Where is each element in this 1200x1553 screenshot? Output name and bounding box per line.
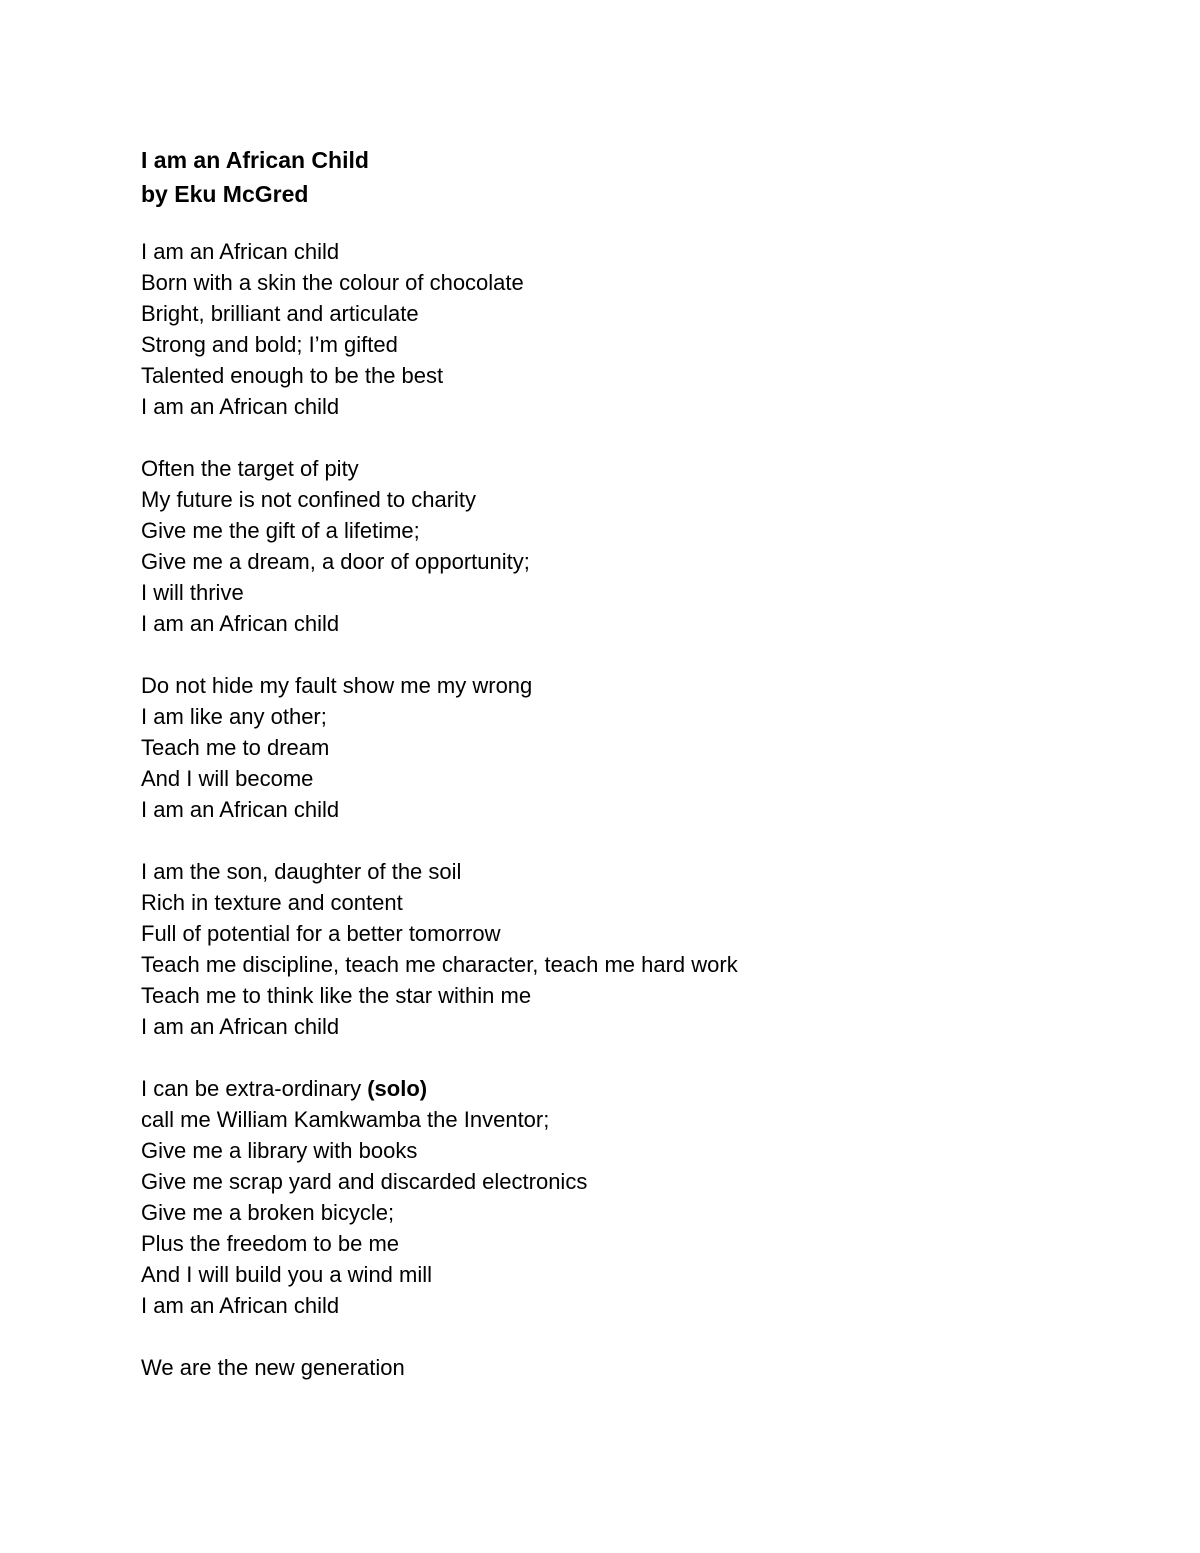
poem-line: Rich in texture and content	[141, 890, 403, 915]
poem-line: Talented enough to be the best	[141, 363, 444, 388]
poem-line: I am an African child	[141, 239, 340, 264]
poem-line: I am an African child	[141, 797, 340, 822]
poem-line: I am an African child	[141, 394, 340, 419]
poem-line: Give me scrap yard and discarded electronics	[141, 1169, 588, 1194]
poem-line: Often the target of pity	[141, 456, 359, 481]
poem-byline: by Eku McGred	[141, 181, 309, 207]
poem-line-text: I can be extra-ordinary	[141, 1076, 368, 1101]
poem-line: Teach me discipline, teach me character, teach me hard work	[141, 952, 738, 977]
stanza-gap	[141, 639, 1041, 670]
stanza-gap	[141, 422, 1041, 453]
poem-line: I am the son, daughter of the soil	[141, 859, 462, 884]
poem-line: Give me a library with books	[141, 1138, 418, 1163]
poem-line: I am an African child	[141, 1014, 340, 1039]
poem-line: Bright, brilliant and articulate	[141, 301, 419, 326]
poem-line: I will thrive	[141, 580, 244, 605]
poem-title: I am an African Child	[141, 147, 369, 173]
poem-line: Give me a broken bicycle;	[141, 1200, 395, 1225]
poem-line: My future is not confined to charity	[141, 487, 477, 512]
poem-line: We are the new generation	[141, 1355, 405, 1380]
poem-line: call me William Kamkwamba the Inventor;	[141, 1107, 550, 1132]
stanza-6	[141, 1352, 1041, 1383]
header-gap	[141, 211, 1041, 236]
stanza-2	[141, 453, 1041, 639]
stanza-gap	[141, 1042, 1041, 1073]
poem-line: Give me the gift of a lifetime;	[141, 518, 420, 543]
stanza-gap	[141, 825, 1041, 856]
poem-line: Give me a dream, a door of opportunity;	[141, 549, 530, 574]
stanza-5	[141, 1073, 1041, 1321]
stanza-4	[141, 856, 1041, 1042]
poem-line: And I will become	[141, 766, 314, 791]
poem-line: I am an African child	[141, 1293, 340, 1318]
poem-content	[141, 143, 1041, 1383]
poem-line: Full of potential for a better tomorrow	[141, 921, 501, 946]
stanza-3	[141, 670, 1041, 825]
poem-line: Strong and bold; I’m gifted	[141, 332, 398, 357]
solo-marker: (solo)	[367, 1076, 428, 1101]
poem-line: Teach me to dream	[141, 735, 330, 760]
poem-line: And I will build you a wind mill	[141, 1262, 433, 1287]
poem-line: Do not hide my fault show me my wrong	[141, 673, 533, 698]
stanza-1	[141, 236, 1041, 422]
poem-line: Plus the freedom to be me	[141, 1231, 400, 1256]
poem-line: Born with a skin the colour of chocolate	[141, 270, 524, 295]
stanza-gap	[141, 1321, 1041, 1352]
poem-line: Teach me to think like the star within me	[141, 983, 532, 1008]
poem-line-solo	[141, 1073, 1041, 1104]
poem-line: I am like any other;	[141, 704, 327, 729]
poem-line: I am an African child	[141, 611, 340, 636]
